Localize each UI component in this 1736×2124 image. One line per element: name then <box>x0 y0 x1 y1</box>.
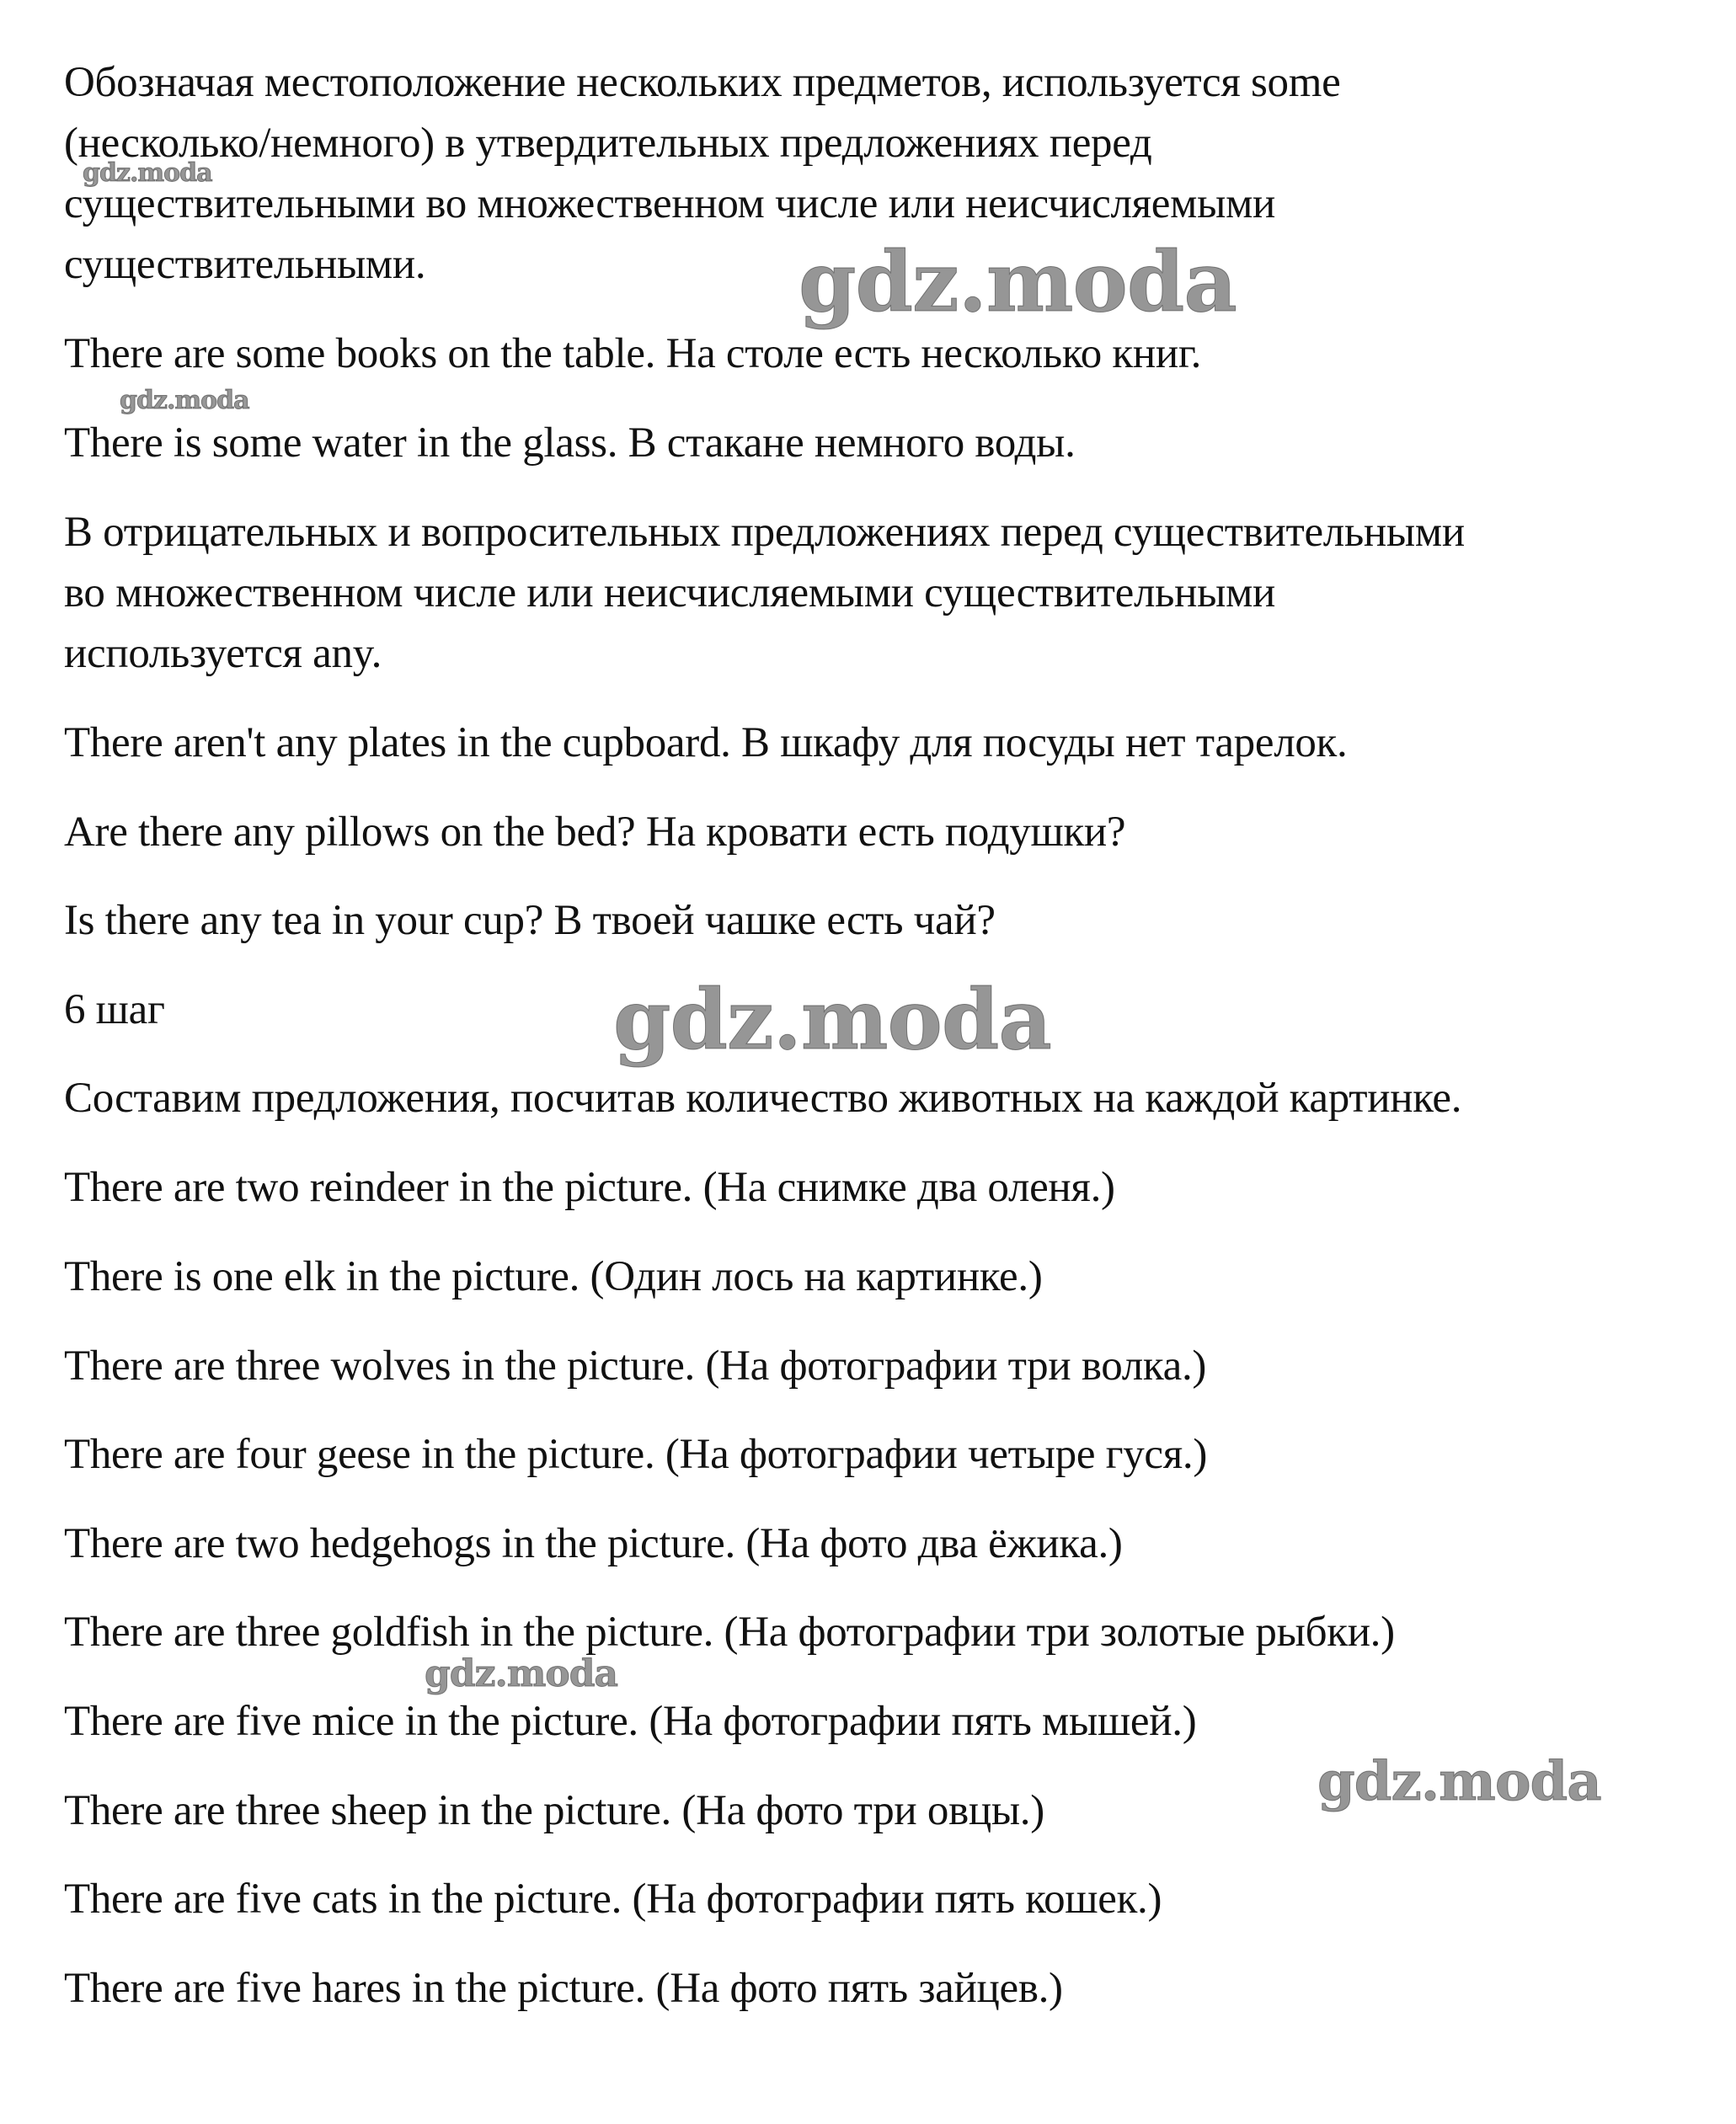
watermark-medium-1: gdz.moda <box>1317 1750 1601 1813</box>
watermark-large-1: gdz.moda <box>799 234 1237 331</box>
intro-line-2: (несколько/немного) в утвердительных предложениях перед <box>64 120 1152 167</box>
example-some-water: There is some water in the glass. В стакане немного воды. <box>64 419 1076 467</box>
example-any-pillows: Are there any pillows on the bed? На кровати есть подушки? <box>64 809 1126 856</box>
answer-cats: There are five cats in the picture. (На фотографии пять кошек.) <box>64 1876 1162 1923</box>
any-rule-line-2: во множественном числе или неисчисляемыми существительными <box>64 569 1276 616</box>
answer-sheep: There are three sheep in the picture. (На фото три овцы.) <box>64 1787 1044 1834</box>
example-some-books: There are some books on the table. На столе есть несколько книг. <box>64 330 1202 377</box>
watermark-large-2: gdz.moda <box>613 972 1051 1069</box>
answer-wolves: There are three wolves in the picture. (На фотографии три волка.) <box>64 1342 1207 1390</box>
answer-hedgehogs: There are two hedgehogs in the picture. (На фото два ёжика.) <box>64 1520 1123 1567</box>
answer-reindeer: There are two reindeer in the picture. (На снимке два оленя.) <box>64 1164 1115 1211</box>
step-label: 6 шаг <box>64 986 165 1033</box>
answer-geese: There are four geese in the picture. (На фотографии четыре гуся.) <box>64 1431 1208 1478</box>
intro-line-3: существительными во множественном числе или неисчисляемыми <box>64 180 1276 227</box>
any-rule-line-3: используется any. <box>64 630 382 677</box>
intro-line-4: существительными. <box>64 241 426 288</box>
watermark-small-3: gdz.moda <box>425 1652 618 1695</box>
watermark-small-2: gdz.moda <box>120 386 249 415</box>
any-rule-line-1: В отрицательных и вопросительных предложениях перед существительными <box>64 509 1465 556</box>
task-statement: Составим предложения, посчитав количество животных на каждой картинке. <box>64 1075 1462 1122</box>
intro-line-1: Обозначая местоположение нескольких предметов, используется some <box>64 59 1341 106</box>
watermark-small-1: gdz.moda <box>83 158 212 188</box>
answer-hares: There are five hares in the picture. (На фото пять зайцев.) <box>64 1965 1063 2012</box>
answer-goldfish: There are three goldfish in the picture. (На фотографии три золотые рыбки.) <box>64 1609 1395 1656</box>
example-any-tea: Is there any tea in your cup? В твоей чашке есть чай? <box>64 897 996 944</box>
answer-mice: There are five mice in the picture. (На фотографии пять мышей.) <box>64 1698 1197 1745</box>
example-any-plates: There aren't any plates in the cupboard. В шкафу для посуды нет тарелок. <box>64 719 1348 766</box>
answer-elk: There is one elk in the picture. (Один лось на картинке.) <box>64 1253 1043 1300</box>
